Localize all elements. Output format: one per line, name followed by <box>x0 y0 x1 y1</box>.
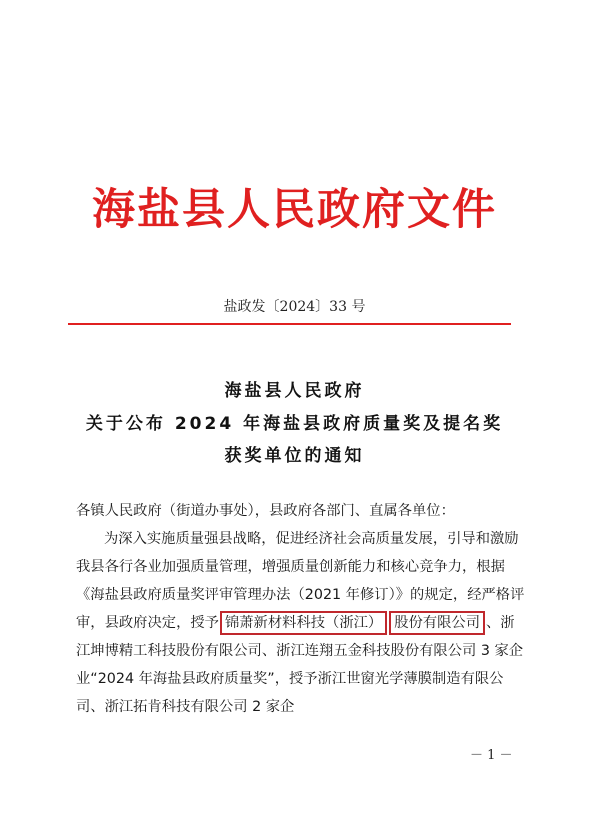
notice-title-line-3: 获奖单位的通知 <box>224 446 365 466</box>
notice-title-line-1: 海盐县人民政府 <box>224 381 365 401</box>
body-paragraph <box>76 525 526 721</box>
paragraph-text-after: 、浙江坤博精工科技股份有限公司、浙江连翔五金科技股份有限公司 3 家企业“2024 年海盐县政府质量奖”，授予浙江世窗光学薄膜制造有限公司、浙江拓肯科技有限公司 2 家企 <box>76 615 524 715</box>
document-number: 盐政发〔2024〕33 号 <box>223 299 366 315</box>
highlighted-company-name-part-1: 锦萧新材料科技（浙江） <box>220 611 387 635</box>
notice-body <box>76 497 526 721</box>
salutation: 各镇人民政府（街道办事处），县政府各部门、直属各单位： <box>76 503 455 519</box>
red-divider-line <box>68 323 511 325</box>
notice-title-line-2: 关于公布 2024 年海盐县政府质量奖及提名奖 <box>85 414 504 434</box>
highlighted-company-name-part-2: 股份有限公司 <box>389 611 485 635</box>
org-header-title: 海盐县人民政府文件 <box>92 185 497 235</box>
page-number: － 1 － <box>470 748 513 763</box>
paragraph-text-before: 为深入实施质量强县战略，促进经济社会高质量发展，引导和激励我县各行各业加强质量管理，增强质量创新能力和核心竞争力，根据《海盐县政府质量奖评审管理办法（2021 年修订）》的规定，经严格评审，县政府决定，授予 <box>76 531 525 631</box>
